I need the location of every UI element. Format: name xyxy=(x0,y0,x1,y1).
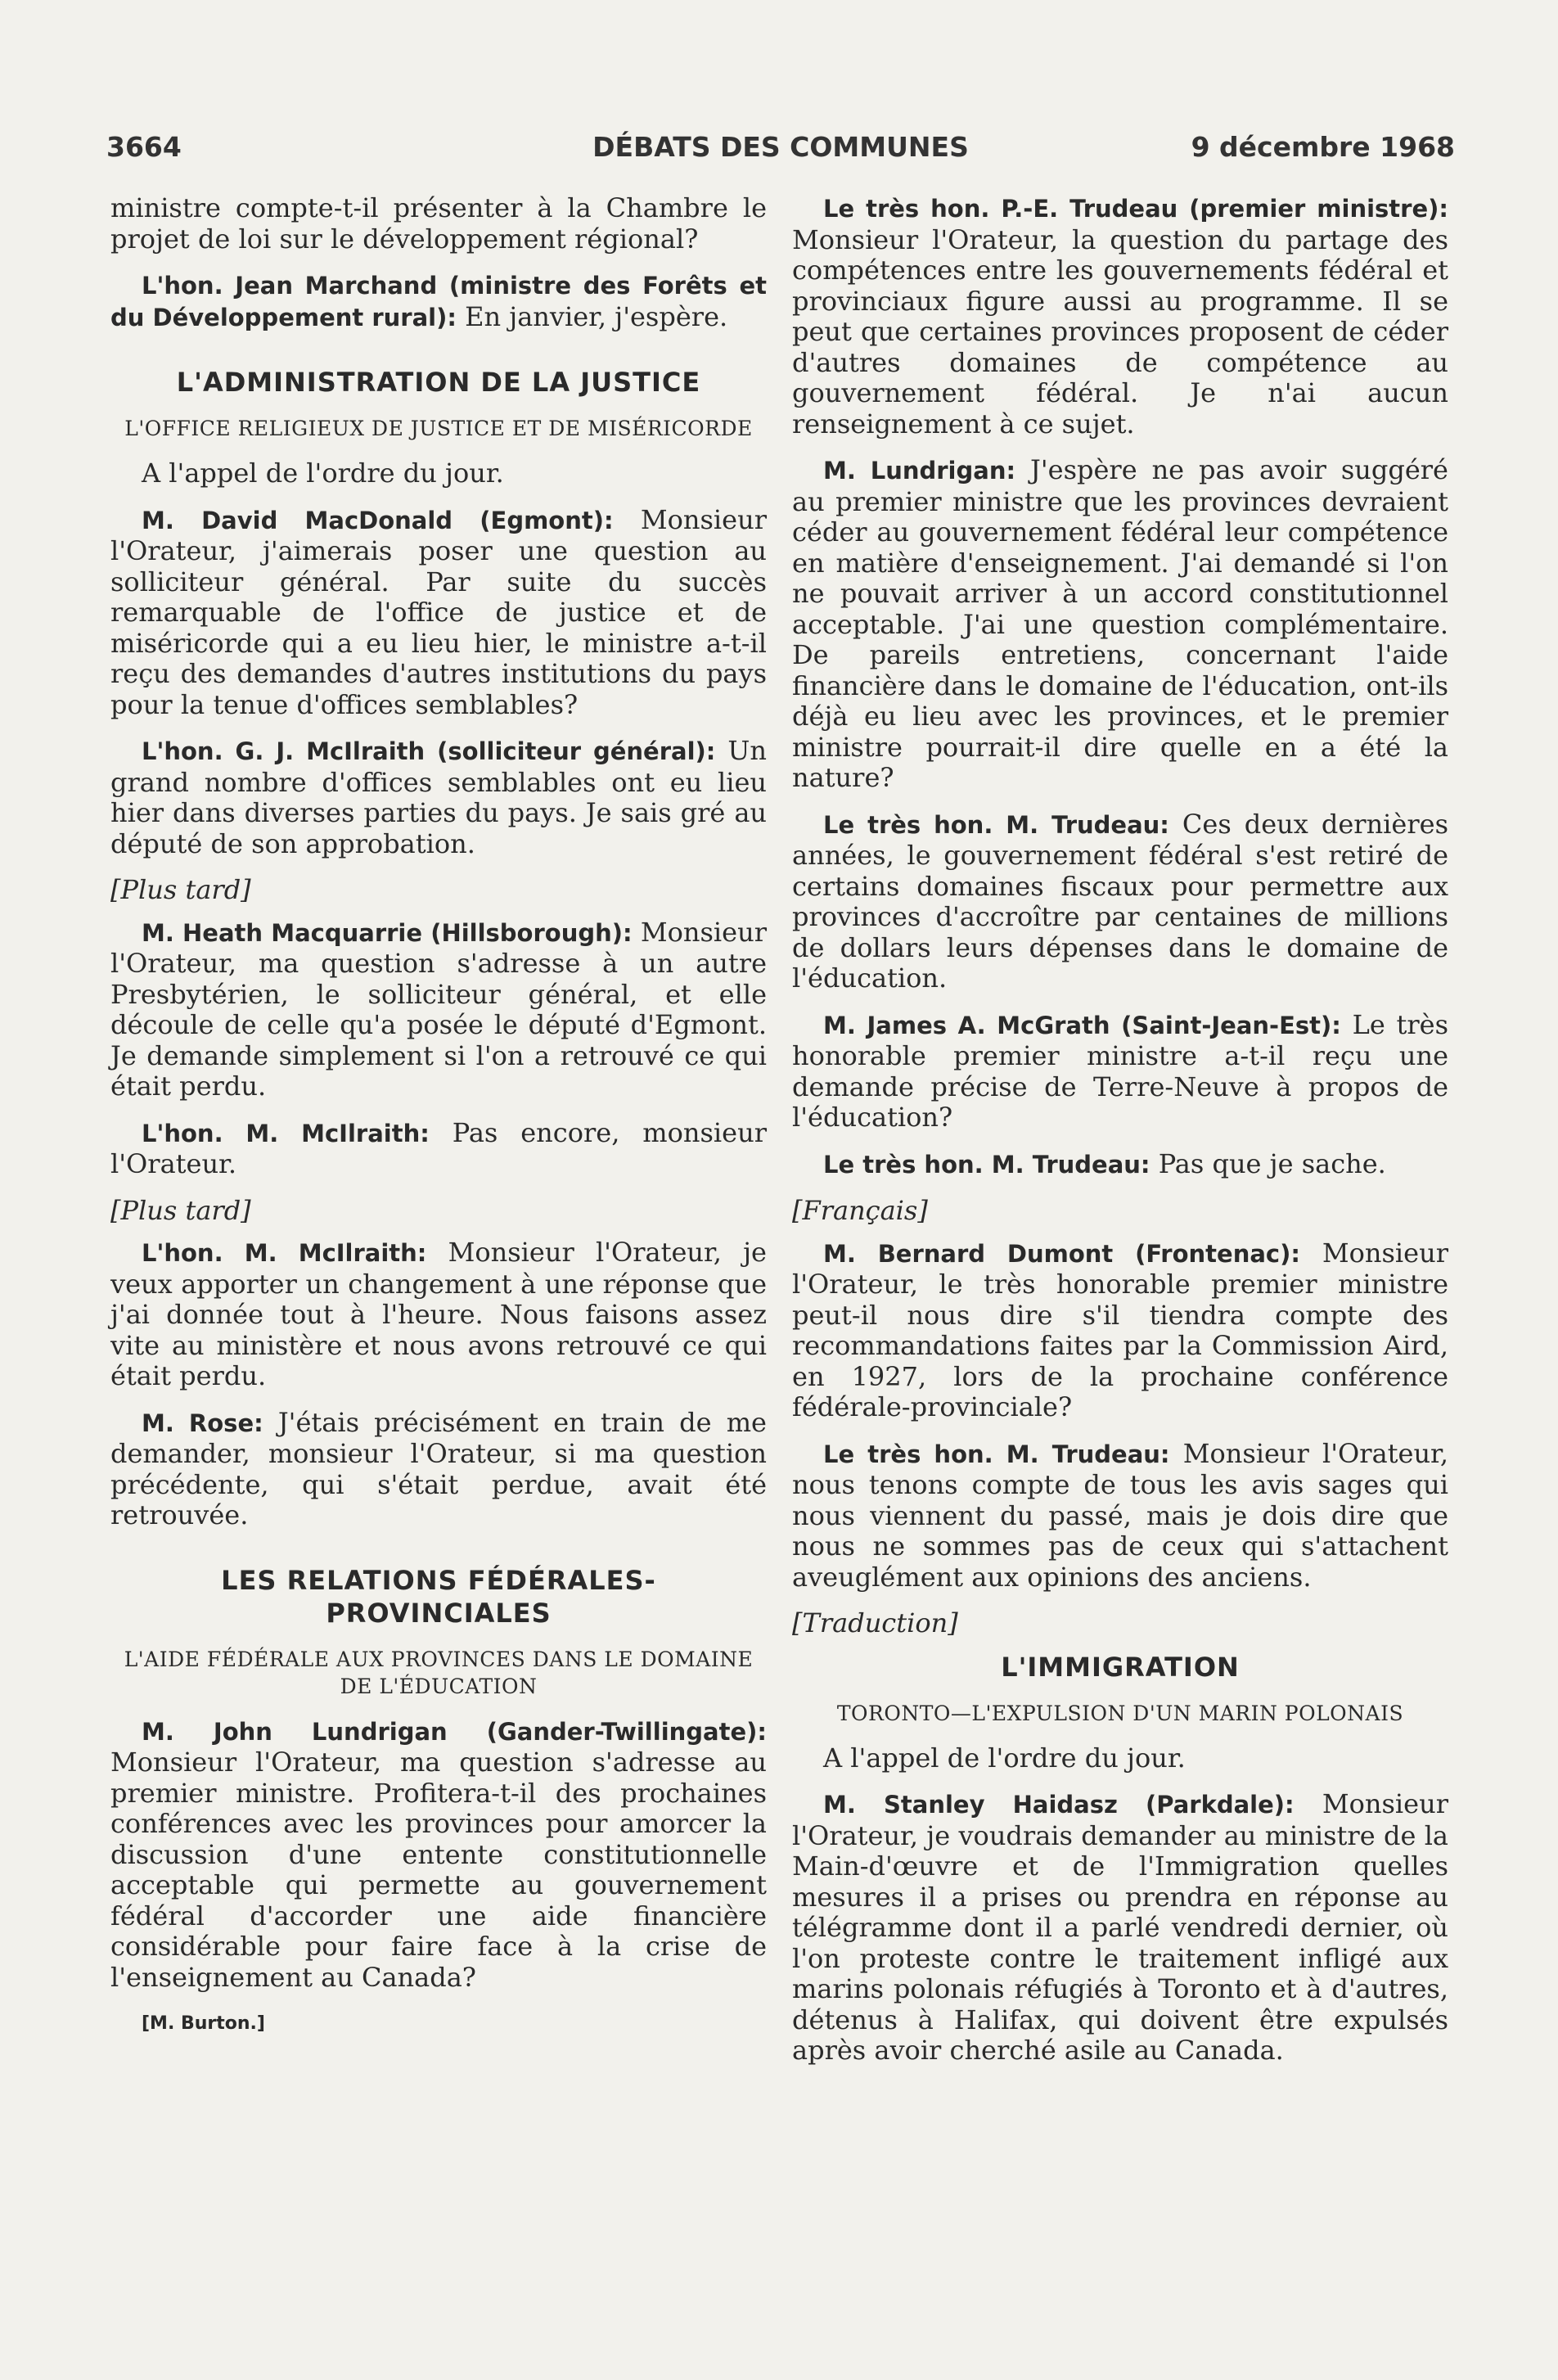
speaker-name: M. Rose: xyxy=(142,1409,263,1437)
procedural-note xyxy=(792,1196,1448,1227)
page-date: 9 décembre 1968 xyxy=(1191,131,1455,163)
speech-text: Monsieur l'Orateur, ma question s'adresse à un autre Presbytérien, le solliciteur général, et elle découle de celle qu'a posée le député d'Egmont. Je demande simplement si l'on a retrouvé ce qui était perdu. xyxy=(110,916,768,1102)
speaker-name: M. Lundrigan: xyxy=(823,457,1016,485)
subsection-heading: L'OFFICE RELIGIEUX DE JUSTICE ET DE MISÉRICORDE xyxy=(124,417,753,440)
paragraph xyxy=(792,1789,1448,2067)
paragraph xyxy=(110,1118,767,1180)
paragraph xyxy=(110,1237,767,1392)
left-column xyxy=(110,193,767,2040)
speaker-name: M. David MacDonald (Egmont): xyxy=(142,506,614,534)
speech-text: J'espère ne pas avoir suggéré au premier ministre que les provinces devraient céder au gouvernement fédéral leur compétence en matière d'enseignement. J'ai demandé si l'on ne pouvait arriver à un accord constitutionnel acceptable. J'ai une question complémentaire. De pareils entretiens, concernant l'aide financière dans le domaine de l'éducation, ont-ils déjà eu lieu avec les provinces, et le premier ministre pourrait-il dire quelle en a été la nature? xyxy=(792,454,1448,793)
speaker-name: M. Heath Macquarrie (Hillsborough): xyxy=(142,918,633,947)
paragraph xyxy=(792,1439,1448,1593)
speaker-name: L'hon. M. McIlraith: xyxy=(142,1239,427,1267)
paragraph xyxy=(110,917,767,1102)
procedural-note-text: [Plus tard] xyxy=(110,1194,251,1226)
subsection-heading: TORONTO—L'EXPULSION D'UN MARIN POLONAIS xyxy=(836,1701,1404,1725)
speaker-name: M. James A. McGrath (Saint-Jean-Est): xyxy=(823,1011,1341,1039)
speaker-name: M. Bernard Dumont (Frontenac): xyxy=(823,1239,1300,1268)
page-number: 3664 xyxy=(106,131,182,163)
speaker-name: L'hon. G. J. McIlraith (solliciteur général): xyxy=(142,737,716,765)
speech-text: Monsieur l'Orateur, j'aimerais poser une question au solliciteur général. Par suite du succès remarquable de l'office de justice et de miséricorde qui a eu lieu hier, le ministre a-t-il reçu des demandes d'autres institutions du pays pour la tenue d'offices semblables? xyxy=(110,503,767,720)
speech-text: Monsieur l'Orateur, le très honorable premier ministre peut-il nous dire s'il tiendra compte des recommandations faites par la Commission Aird, en 1927, lors de la prochaine conférence fédérale-provinciale? xyxy=(792,1237,1448,1422)
speaker-name: Le très hon. M. Trudeau: xyxy=(823,1440,1170,1468)
paragraph: A l'appel de l'ordre du jour. xyxy=(142,458,504,489)
procedural-note-text: [Plus tard] xyxy=(110,874,251,905)
speech-text: Ces deux dernières années, le gouvernement fédéral s'est retiré de certains domaines fiscaux pour permettre aux provinces d'accroître par centaines de millions de dollars leurs dépenses dans le domaine de l'éducation. xyxy=(792,808,1449,994)
paragraph: ministre compte-t-il présenter à la Chambre le projet de loi sur le développement régional? xyxy=(110,192,767,255)
paragraph xyxy=(110,505,767,721)
page-header xyxy=(106,131,1455,170)
speaker-name: Le très hon. M. Trudeau: xyxy=(823,810,1169,839)
section-heading: L'IMMIGRATION xyxy=(1001,1651,1240,1683)
procedural-note-text: [Français] xyxy=(792,1195,928,1226)
paragraph xyxy=(110,736,767,859)
speaker-name: Le très hon. P.-E. Trudeau (premier ministre): xyxy=(823,195,1448,223)
speech-text: Monsieur l'Orateur, ma question s'adresse au premier ministre. Profitera-t-il des prochaines conférences avec les provinces pour amorcer la discussion d'une entente constitutionnelle acceptable qui permette au gouvernement fédéral d'accorder une aide financière considérable pour faire face à la crise de l'enseignement au Canada? xyxy=(110,1747,767,1993)
paragraph xyxy=(792,1010,1448,1134)
speech-text: Monsieur l'Orateur, nous tenons compte de tous les avis sages qui nous viennent du passé, mais je dois dire que nous ne sommes pas de ceux qui s'attachent aveuglément aux opinions des anciens. xyxy=(792,1437,1448,1593)
subsection-heading: L'AIDE FÉDÉRALE AUX PROVINCES DANS LE DOMAINE DE L'ÉDUCATION xyxy=(124,1647,754,1698)
paragraph xyxy=(792,1238,1448,1423)
section-heading: L'ADMINISTRATION DE LA JUSTICE xyxy=(176,367,701,398)
speaker-name: Le très hon. M. Trudeau: xyxy=(823,1150,1150,1179)
right-column xyxy=(792,193,1448,2082)
speech-text: J'étais précisément en train de me demander, monsieur l'Orateur, si ma question précédente, qui s'était perdue, avait été retrouvée. xyxy=(110,1406,767,1530)
speaker-name: M. John Lundrigan (Gander-Twillingate): xyxy=(142,1717,767,1746)
page-signature: [M. Burton.] xyxy=(142,2013,265,2034)
speech-text: En janvier, j'espère. xyxy=(456,300,728,332)
speech-text: Monsieur l'Orateur, je voudrais demander au ministre de la Main-d'œuvre et de l'Immigration quelles mesures il a prises ou prendra en réponse au télégramme dont il a parlé vendredi dernier, où l'on proteste contre le traitement infligé aux marins polonais réfugiés à Toronto et à d'autres, détenus à Halifax, qui doivent être expulsés après avoir cherché asile au Canada. xyxy=(792,1788,1448,2066)
paragraph xyxy=(792,455,1448,794)
paragraph xyxy=(110,1408,767,1531)
section-heading: LES RELATIONS FÉDÉRALES-PROVINCIALES xyxy=(221,1564,656,1629)
speech-text: Monsieur l'Orateur, je veux apporter un changement à une réponse que j'ai donnée tout à l'heure. Nous faisons assez vite au ministère et nous avons retrouvé ce qui était perdu. xyxy=(110,1237,767,1391)
speech-text: Un grand nombre d'offices semblables ont eu lieu hier dans diverses parties du pays. Je sais gré au député de son approbation. xyxy=(110,735,768,859)
speech-text: Pas que je sache. xyxy=(1150,1147,1386,1179)
procedural-note xyxy=(792,1608,1448,1639)
paragraph xyxy=(110,270,767,333)
speech-text: Le très honorable premier ministre a-t-il reçu une demande précise de Terre-Neuve à propos de l'éducation? xyxy=(792,1008,1449,1133)
speech-text: Pas encore, monsieur l'Orateur. xyxy=(110,1116,767,1179)
paragraph xyxy=(792,809,1448,994)
paragraph: A l'appel de l'ordre du jour. xyxy=(823,1742,1186,1774)
procedural-note xyxy=(110,875,767,906)
paragraph xyxy=(792,193,1448,439)
speaker-name: L'hon. Jean Marchand (ministre des Forêts et du Développement rural): xyxy=(110,272,767,331)
journal-title: DÉBATS DES COMMUNES xyxy=(592,131,969,163)
speaker-name: M. Stanley Haidasz (Parkdale): xyxy=(823,1791,1295,1819)
paragraph xyxy=(792,1149,1448,1181)
procedural-note-text: [Traduction] xyxy=(792,1607,958,1639)
procedural-note xyxy=(110,1196,767,1227)
paragraph xyxy=(110,1716,767,1994)
speaker-name: L'hon. M. McIlraith: xyxy=(142,1119,430,1147)
speech-text: Monsieur l'Orateur, la question du partage des compétences entre les gouvernements fédéral et provinciaux figure aussi au programme. Il se peut que certaines provinces proposent de céder d'autres domaines de compétence au gouvernement fédéral. Je n'ai aucun renseignement à ce sujet. xyxy=(792,223,1448,439)
